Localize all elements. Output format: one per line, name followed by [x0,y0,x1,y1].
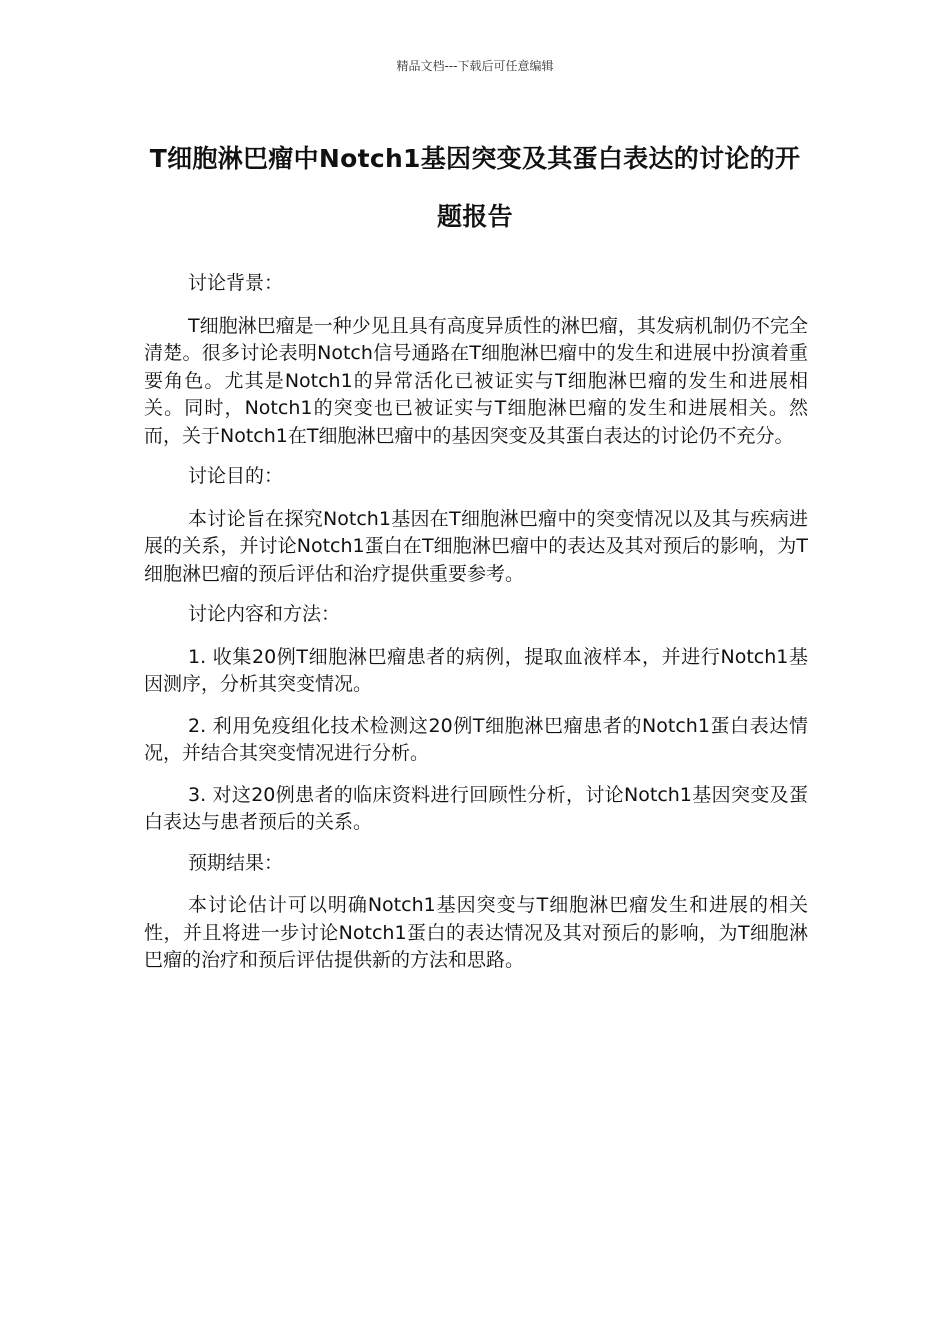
document-title: T细胞淋巴瘤中Notch1基因突变及其蛋白表达的讨论的开题报告 [149,144,801,231]
document-body [144,270,808,975]
expected-results-paragraph: 本讨论估计可以明确Notch1基因突变与T细胞淋巴瘤发生和进展的相关性，并且将进一步讨论Notch1蛋白的表达情况及其对预后的影响，为T细胞淋巴瘤的治疗和预后评估提供新的方法和思路。 [144,894,808,971]
method-item-3: 3. 对这20例患者的临床资料进行回顾性分析，讨论Notch1基因突变及蛋白表达与患者预后的关系。 [144,783,808,833]
background-paragraph: T细胞淋巴瘤是一种少见且具有高度异质性的淋巴瘤，其发病机制仍不完全清楚。很多讨论表明Notch信号通路在T细胞淋巴瘤中的发生和进展中扮演着重要角色。尤其是Notch1的异常活化已被证实与T细胞淋巴瘤的发生和进展相关。同时，Notch1的突变也已被证实与T细胞淋巴瘤的发生和进展相关。然而，关于Notch1在T细胞淋巴瘤中的基因突变及其蛋白表达的讨论仍不充分。 [144,314,808,447]
method-item-2: 2. 利用免疫组化技术检测这20例T细胞淋巴瘤患者的Notch1蛋白表达情况，并结合其突变情况进行分析。 [144,714,808,764]
section-heading-purpose: 讨论目的： [188,465,284,487]
section-heading-methods: 讨论内容和方法： [188,603,341,625]
section-heading-background: 讨论背景： [188,272,284,294]
purpose-paragraph: 本讨论旨在探究Notch1基因在T细胞淋巴瘤中的突变情况以及其与疾病进展的关系，并讨论Notch1蛋白在T细胞淋巴瘤中的表达及其对预后的影响，为T细胞淋巴瘤的预后评估和治疗提供重要参考。 [144,507,808,585]
method-item-1: 1. 收集20例T细胞淋巴瘤患者的病例，提取血液样本，并进行Notch1基因测序，分析其突变情况。 [144,645,808,695]
section-heading-expected-results: 预期结果： [188,851,284,874]
page-header: 精品文档---下载后可任意编辑 [396,59,554,73]
